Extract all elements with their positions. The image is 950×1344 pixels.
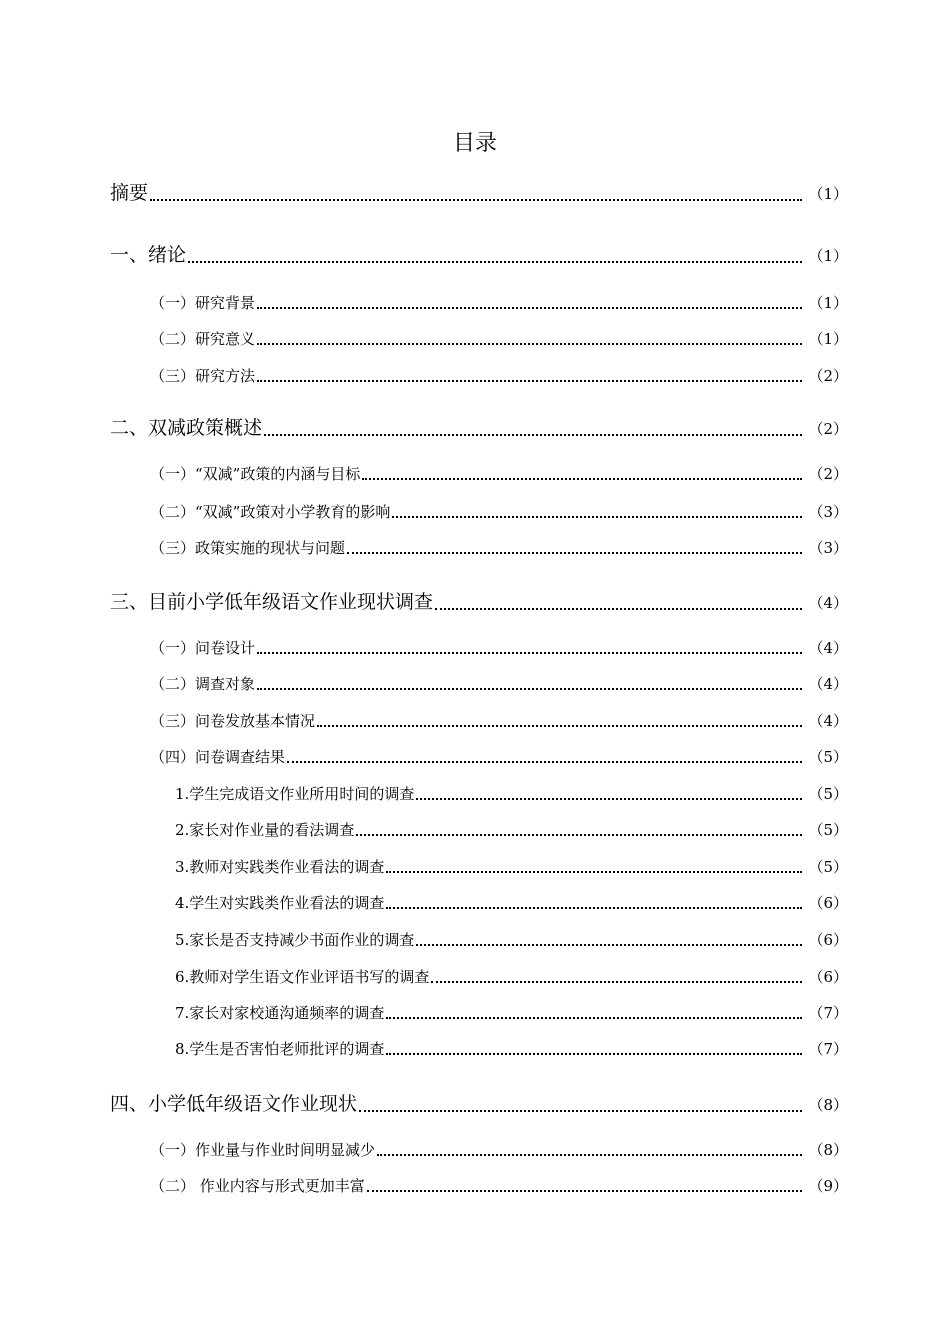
toc-entry-page: （6） [808, 894, 848, 912]
dot-leader [150, 199, 802, 201]
toc-entry [0, 365, 848, 386]
toc-entry-label: （一）“双减”政策的内涵与目标 [150, 465, 361, 483]
toc-entry [0, 463, 848, 484]
toc-entry [0, 637, 848, 658]
toc-entry-page: （2） [808, 367, 848, 385]
toc-entry-label: （四）问卷调查结果 [150, 748, 286, 766]
dot-leader [257, 652, 802, 654]
toc-entry-label: 6.教师对学生语文作业评语书写的调查 [175, 968, 430, 986]
toc-entry [0, 1038, 848, 1059]
toc-entry-page: （3） [808, 539, 848, 557]
toc-entry-label: （二）研究意义 [150, 330, 256, 348]
toc-entry-page: （9） [808, 1177, 848, 1195]
dot-leader [287, 761, 802, 763]
toc-entry-label: 4.学生对实践类作业看法的调查 [175, 894, 385, 912]
dot-leader [264, 434, 802, 436]
toc-entry-page: （1） [808, 330, 848, 348]
toc-entry-page: （1） [808, 294, 848, 312]
toc-entry [0, 328, 848, 349]
toc-entry-page: （4） [808, 712, 848, 730]
dot-leader [386, 1017, 802, 1019]
toc-entry-page: （5） [808, 748, 848, 766]
dot-leader [362, 478, 802, 480]
toc-entry-label: 四、小学低年级语文作业现状 [110, 1093, 358, 1115]
dot-leader [377, 1154, 802, 1156]
toc-entry-label: 1.学生完成语文作业所用时间的调查 [175, 785, 415, 803]
dot-leader [359, 1110, 802, 1112]
dot-leader [435, 608, 802, 610]
toc-entry [0, 856, 848, 877]
toc-entry-label: （一）作业量与作业时间明显减少 [150, 1141, 376, 1159]
dot-leader [257, 688, 802, 690]
toc-entry [0, 746, 848, 767]
toc-entry-label: （二）调查对象 [150, 675, 256, 693]
dot-leader [416, 798, 802, 800]
dot-leader [386, 1053, 802, 1055]
toc-entry-label: 二、双减政策概述 [110, 417, 263, 439]
dot-leader [416, 944, 802, 946]
toc-entry-page: （7） [808, 1040, 848, 1058]
toc-entry-page: （1） [808, 185, 848, 203]
toc-entry-page: （8） [808, 1141, 848, 1159]
dot-leader [257, 380, 802, 382]
toc-entry [0, 1139, 848, 1160]
dot-leader [347, 552, 802, 554]
dot-leader [367, 1190, 803, 1192]
toc-entry [0, 240, 848, 267]
toc-entry-label: 三、目前小学低年级语文作业现状调查 [110, 591, 434, 613]
dot-leader [386, 907, 802, 909]
dot-leader [392, 516, 802, 518]
toc-entry-page: （7） [808, 1004, 848, 1022]
toc-entry-page: （5） [808, 785, 848, 803]
toc-entry [0, 819, 848, 840]
page-title: 目录 [452, 131, 497, 156]
toc-entry [0, 966, 848, 987]
toc-entry-page: （6） [808, 931, 848, 949]
toc-entry-page: （5） [808, 821, 848, 839]
toc-entry-page: （4） [808, 594, 848, 612]
dot-leader [257, 307, 802, 309]
toc-entry [0, 587, 848, 614]
toc-entry-label: 3.教师对实践类作业看法的调查 [175, 858, 385, 876]
toc-entry [0, 783, 848, 804]
toc-entry [0, 1089, 848, 1116]
toc-entry-label: 摘要 [110, 182, 149, 204]
toc-entry-label: （二） 作业内容与形式更加丰富 [150, 1177, 365, 1195]
toc-entry-label: 7.家长对家校通沟通频率的调查 [175, 1004, 385, 1022]
toc-entry-label: 8.学生是否害怕老师批评的调查 [175, 1040, 385, 1058]
dot-leader [431, 981, 802, 983]
toc-entry-page: （2） [808, 420, 848, 438]
toc-entry-page: （6） [808, 968, 848, 986]
toc-entry-label: （二）“双减”政策对小学教育的影响 [150, 503, 391, 521]
toc-entry-label: 2.家长对作业量的看法调查 [175, 821, 355, 839]
toc-entry-label: （三）政策实施的现状与问题 [150, 539, 346, 557]
toc-entry-page: （4） [808, 675, 848, 693]
toc-entry [0, 537, 848, 558]
toc-entry-page: （4） [808, 639, 848, 657]
toc-entry-label: （三）研究方法 [150, 367, 256, 385]
toc-entry-page: （3） [808, 503, 848, 521]
dot-leader [188, 261, 802, 263]
toc-entry-label: 一、绪论 [110, 244, 187, 266]
toc-entry-page: （2） [808, 465, 848, 483]
dot-leader [386, 871, 802, 873]
toc-entry [0, 178, 848, 205]
toc-entry [0, 501, 848, 522]
toc-entry [0, 673, 848, 694]
toc-entry [0, 292, 848, 313]
toc-entry [0, 929, 848, 950]
toc-entry [0, 892, 848, 913]
toc-entry [0, 1175, 848, 1196]
toc-entry-label: 5.家长是否支持减少书面作业的调查 [175, 931, 415, 949]
toc-entry [0, 1002, 848, 1023]
toc-entry-label: （一）研究背景 [150, 294, 256, 312]
toc-entry [0, 413, 848, 440]
toc-entry-page: （8） [808, 1096, 848, 1114]
toc-entry [0, 710, 848, 731]
toc-entry-label: （一）问卷设计 [150, 639, 256, 657]
toc-entry-page: （5） [808, 858, 848, 876]
toc-entry-label: （三）问卷发放基本情况 [150, 712, 316, 730]
dot-leader [356, 834, 802, 836]
dot-leader [257, 343, 802, 345]
dot-leader [317, 725, 802, 727]
toc-entry-page: （1） [808, 247, 848, 265]
